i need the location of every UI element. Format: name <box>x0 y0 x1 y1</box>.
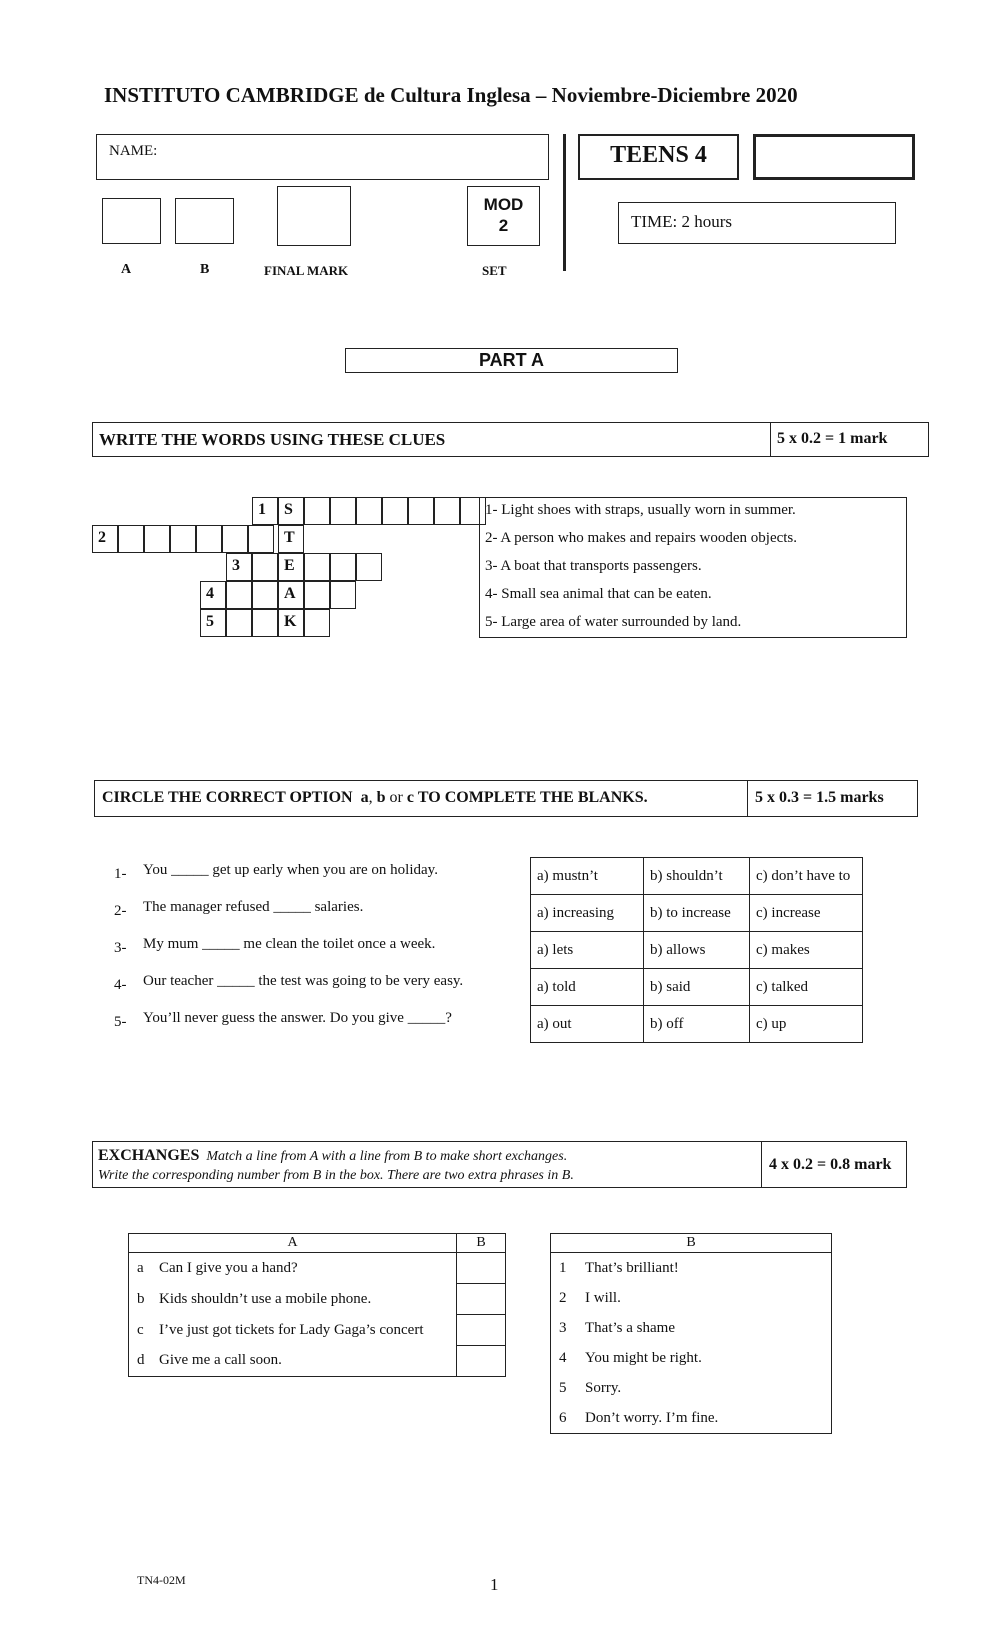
table-row <box>129 1284 506 1315</box>
option-c[interactable]: c) increase <box>750 895 863 932</box>
clue-item: 2- A person who makes and repairs wooden objects. <box>485 530 798 546</box>
clues-box <box>479 497 907 638</box>
option-b[interactable]: b) said <box>644 969 750 1006</box>
table-row <box>551 1283 832 1313</box>
crossword-cell[interactable] <box>304 497 330 525</box>
answer-box[interactable] <box>457 1253 506 1284</box>
item-number: 4 <box>559 1349 567 1366</box>
crossword-cell[interactable] <box>144 525 170 553</box>
option-c[interactable]: c) up <box>750 1006 863 1043</box>
crossword-cell[interactable] <box>408 497 434 525</box>
crossword-cell[interactable] <box>304 609 330 637</box>
section2-marks: 5 x 0.3 = 1.5 marks <box>755 789 884 806</box>
section2-option-a: a <box>360 789 369 806</box>
section1-divider <box>770 423 771 456</box>
section3-instruction2: Write the corresponding number from B in the box. There are two extra phrases in B. <box>98 1168 574 1183</box>
item-text: Give me a call soon. <box>155 1346 457 1377</box>
table-row <box>129 1346 506 1377</box>
question-text: My mum _____ me clean the toilet once a week. <box>143 936 436 952</box>
mod-number: 2 <box>498 216 509 235</box>
time-box <box>618 202 896 244</box>
section2-title-part1: CIRCLE THE CORRECT OPTION <box>102 789 353 806</box>
crossword-number: 5 <box>200 609 226 637</box>
section2-title-part2: TO COMPLETE THE BLANKS. <box>417 789 648 806</box>
table-row <box>551 1403 832 1434</box>
answer-box[interactable] <box>457 1346 506 1377</box>
item-text: Don’t worry. I’m fine. <box>585 1409 719 1426</box>
section2-option-b: b <box>376 789 386 806</box>
item-text: Kids shouldn’t use a mobile phone. <box>155 1284 457 1315</box>
crossword-cell[interactable] <box>252 609 278 637</box>
section2-divider <box>747 781 748 816</box>
crossword-cell[interactable] <box>304 581 330 609</box>
crossword-cell[interactable] <box>382 497 408 525</box>
crossword-cell[interactable] <box>226 581 252 609</box>
option-b[interactable]: b) to increase <box>644 895 750 932</box>
crossword-cell[interactable] <box>434 497 460 525</box>
section1-header <box>92 422 929 457</box>
option-b[interactable]: b) off <box>644 1006 750 1043</box>
section3-header <box>92 1141 907 1188</box>
question-number: 1- <box>114 866 127 882</box>
clue-item: 1- Light shoes with straps, usually worn in summer. <box>485 502 796 518</box>
crossword-number: 4 <box>200 581 226 609</box>
options-row <box>531 969 863 1006</box>
col-b-header: B <box>476 1235 486 1250</box>
item-number: 6 <box>559 1409 567 1426</box>
section3-line1 <box>98 1147 567 1165</box>
section3-divider <box>761 1142 762 1187</box>
table-row <box>551 1373 832 1403</box>
clue-item: 3- A boat that transports passengers. <box>485 558 702 574</box>
section2-or: or <box>389 789 403 806</box>
answer-box[interactable] <box>457 1315 506 1346</box>
keyword-cell: K <box>278 609 304 637</box>
item-text: You might be right. <box>585 1349 702 1366</box>
option-a[interactable]: a) increasing <box>531 895 644 932</box>
table-row <box>129 1315 506 1346</box>
question-number: 3- <box>114 940 127 956</box>
crossword-cell[interactable] <box>248 525 274 553</box>
table-header-row <box>129 1234 506 1253</box>
question-number: 5- <box>114 1014 127 1030</box>
section2-comma: , <box>368 789 373 806</box>
options-table <box>530 857 863 1043</box>
name-field[interactable] <box>96 134 549 180</box>
section3-instruction1: Match a line from A with a line from B to make short exchanges. <box>206 1149 568 1164</box>
item-number: 1 <box>559 1259 567 1276</box>
option-a[interactable]: a) lets <box>531 932 644 969</box>
keyword-cell: S <box>278 497 304 525</box>
clue-item: 5- Large area of water surrounded by land. <box>485 614 742 630</box>
crossword-cell[interactable] <box>170 525 196 553</box>
document-title: INSTITUTO CAMBRIDGE de Cultura Inglesa – Noviembre-Diciembre 2020 <box>104 83 798 107</box>
keyword-cell: T <box>278 525 304 553</box>
section2-header <box>94 780 918 817</box>
item-letter: a <box>137 1259 144 1276</box>
item-number: 5 <box>559 1379 567 1396</box>
section1-marks: 5 x 0.2 = 1 mark <box>777 430 888 447</box>
item-letter: b <box>137 1290 145 1307</box>
crossword-cell[interactable] <box>356 497 382 525</box>
item-text: Sorry. <box>585 1379 622 1396</box>
crossword-cell[interactable] <box>330 553 356 581</box>
section3-marks: 4 x 0.2 = 0.8 mark <box>769 1156 892 1173</box>
final-mark-box[interactable] <box>277 186 351 246</box>
keyword-cell: A <box>278 581 304 609</box>
table-row <box>551 1343 832 1373</box>
crossword-cell[interactable] <box>304 553 330 581</box>
crossword-number: 2 <box>92 525 118 553</box>
crossword-cell[interactable] <box>252 553 278 581</box>
item-text: That’s a shame <box>585 1319 675 1336</box>
level-label: TEENS 4 <box>610 142 707 168</box>
footer-code: TN4-02M <box>137 1573 186 1587</box>
crossword-cell[interactable] <box>118 525 144 553</box>
item-text: Can I give you a hand? <box>155 1253 457 1284</box>
keyword-cell: E <box>278 553 304 581</box>
crossword-number: 1 <box>252 497 278 525</box>
clue-item: 4- Small sea animal that can be eaten. <box>485 586 712 602</box>
options-row <box>531 858 863 895</box>
options-row <box>531 932 863 969</box>
col-a-header: A <box>129 1234 457 1253</box>
crossword-cell[interactable] <box>330 497 356 525</box>
item-text: I will. <box>585 1289 621 1306</box>
level-box <box>578 134 739 180</box>
option-a[interactable]: a) mustn’t <box>531 858 644 895</box>
question-text: Our teacher _____ the test was going to be very easy. <box>143 973 464 989</box>
crossword-cell[interactable] <box>330 581 356 609</box>
option-c[interactable]: c) don’t have to <box>750 858 863 895</box>
options-row <box>531 1006 863 1043</box>
option-a[interactable]: a) out <box>531 1006 644 1043</box>
item-text: I’ve just got tickets for Lady Gaga’s concert <box>155 1315 457 1346</box>
name-label: NAME: <box>109 143 158 159</box>
option-c[interactable]: c) makes <box>750 932 863 969</box>
exchanges-table-b <box>550 1233 832 1434</box>
option-b[interactable]: b) allows <box>644 932 750 969</box>
section1-title: WRITE THE WORDS USING THESE CLUES <box>99 430 446 449</box>
table-row <box>551 1313 832 1343</box>
question-text: You _____ get up early when you are on holiday. <box>143 862 438 878</box>
crossword-cell[interactable] <box>252 581 278 609</box>
part-a-title: PART A <box>345 348 678 373</box>
answer-box[interactable] <box>457 1284 506 1315</box>
item-number: 2 <box>559 1289 567 1306</box>
question-number: 4- <box>114 977 127 993</box>
crossword-cell[interactable] <box>196 525 222 553</box>
time-label: TIME: 2 hours <box>631 212 733 231</box>
level-grade-box[interactable] <box>753 134 915 180</box>
table-header-row <box>551 1234 832 1253</box>
question-text: You’ll never guess the answer. Do you give _____? <box>143 1010 452 1026</box>
section2-title <box>102 789 648 807</box>
label-a: A <box>121 262 132 277</box>
label-final-mark: FINAL MARK <box>264 263 349 278</box>
option-c[interactable]: c) talked <box>750 969 863 1006</box>
page-number: 1 <box>490 1575 499 1594</box>
crossword-cell[interactable] <box>226 609 252 637</box>
item-number: 3 <box>559 1319 567 1336</box>
table-row <box>551 1253 832 1284</box>
header-divider <box>563 134 566 271</box>
crossword-number: 3 <box>226 553 252 581</box>
mark-a-box[interactable] <box>102 198 161 244</box>
crossword-cell[interactable] <box>356 553 382 581</box>
label-set: SET <box>482 263 507 278</box>
section3-title: EXCHANGES <box>98 1147 200 1164</box>
option-a[interactable]: a) told <box>531 969 644 1006</box>
col-b-list-header: B <box>686 1235 696 1250</box>
label-b: B <box>200 262 210 277</box>
crossword-cell[interactable] <box>222 525 248 553</box>
item-letter: d <box>137 1352 145 1369</box>
exchanges-table-a <box>128 1233 506 1377</box>
table-row <box>129 1253 506 1284</box>
options-row <box>531 895 863 932</box>
question-number: 2- <box>114 903 127 919</box>
section2-option-c: c <box>406 789 414 806</box>
question-text: The manager refused _____ salaries. <box>143 899 364 915</box>
mod-box <box>467 186 540 246</box>
mod-label: MOD <box>483 195 524 214</box>
mark-b-box[interactable] <box>175 198 234 244</box>
item-letter: c <box>137 1321 144 1338</box>
option-b[interactable]: b) shouldn’t <box>644 858 750 895</box>
item-text: That’s brilliant! <box>585 1259 679 1276</box>
